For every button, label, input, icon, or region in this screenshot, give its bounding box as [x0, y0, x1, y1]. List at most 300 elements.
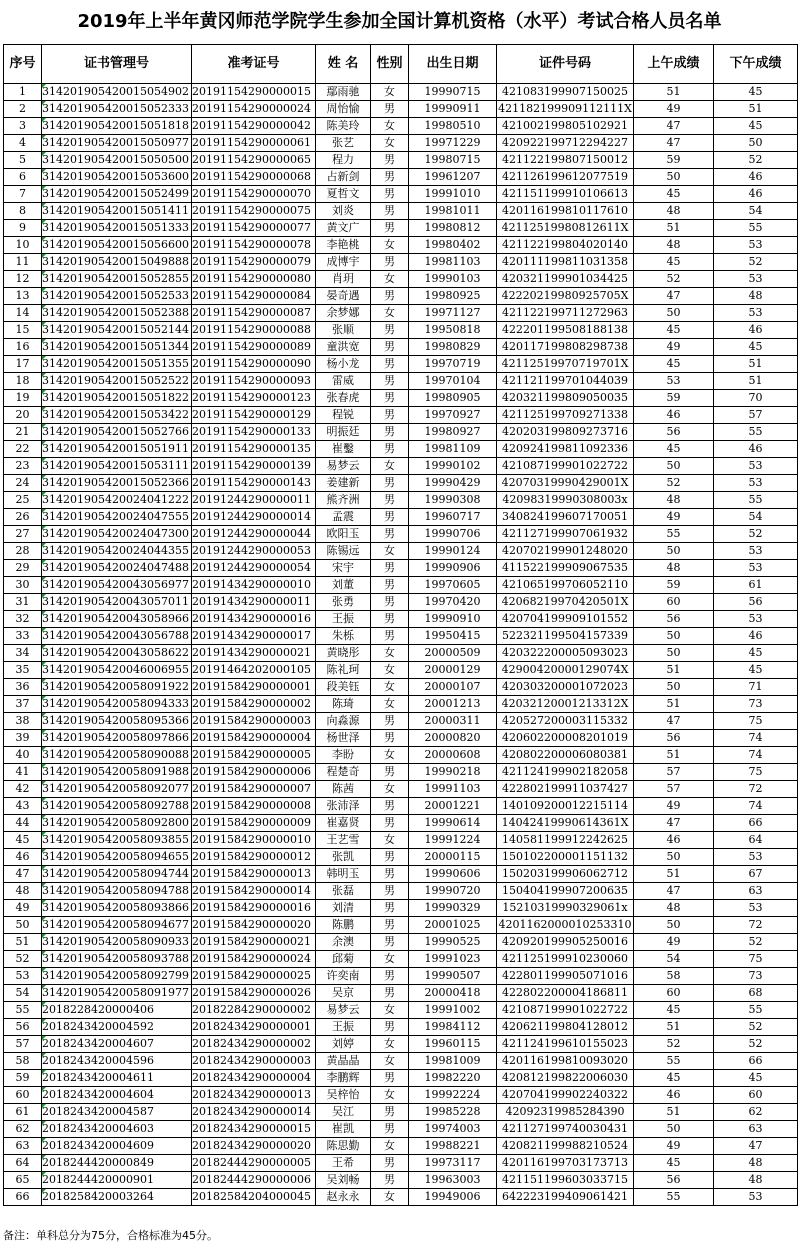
cell-am-score: 45: [634, 1155, 714, 1172]
cell-birth: 19960717: [409, 509, 497, 526]
cell-cert-text: 314201905420015052522: [42, 374, 189, 387]
cell-cert-no: [42, 917, 192, 934]
cell-marker-icon: [42, 917, 46, 921]
cell-id-no: 42062119980412801​2: [497, 1019, 634, 1036]
cell-am-score: 49: [634, 101, 714, 118]
cell-pm-score: 63: [714, 883, 798, 900]
cell-id-no: 42112219980715001​2: [497, 152, 634, 169]
cell-gender: 男: [371, 339, 409, 356]
cell-marker-icon: [42, 900, 46, 904]
cell-exam-no: 20191244290000053: [192, 543, 316, 560]
cell-marker-icon: [42, 1189, 46, 1193]
cell-name: 吴江: [316, 1104, 371, 1121]
cell-name: 晏奇遇: [316, 288, 371, 305]
cell-marker-icon: [42, 1036, 46, 1040]
table-row: [4, 186, 798, 203]
cell-pm-score: 45: [714, 645, 798, 662]
cell-exam-no: 20182434290000020: [192, 1138, 316, 1155]
cell-exam-no: 20191584290000004: [192, 730, 316, 747]
cell-pm-score: 60: [714, 1087, 798, 1104]
cell-marker-icon: [42, 611, 46, 615]
cell-pm-score: 53: [714, 1189, 798, 1206]
cell-birth: 19990124: [409, 543, 497, 560]
cell-exam-no: 20182444290000005: [192, 1155, 316, 1172]
cell-birth: 19981011: [409, 203, 497, 220]
cell-pm-score: 53: [714, 475, 798, 492]
cell-am-score: 51: [634, 662, 714, 679]
cell-cert-no: [42, 662, 192, 679]
cell-id-no: 42112719974003043​1: [497, 1121, 634, 1138]
cell-id-no: 15020319990606271​2: [497, 866, 634, 883]
cell-name: 张勇: [316, 594, 371, 611]
cell-pm-score: 47: [714, 1138, 798, 1155]
cell-pm-score: 52: [714, 1019, 798, 1036]
cell-am-score: 45: [634, 1070, 714, 1087]
cell-seq: 14: [4, 305, 42, 322]
cell-cert-no: [42, 84, 192, 101]
cell-gender: 男: [371, 492, 409, 509]
cell-seq: 29: [4, 560, 42, 577]
cell-id-no: 42280119990507101​6: [497, 968, 634, 985]
cell-birth: 19990720: [409, 883, 497, 900]
cell-birth: 19990329: [409, 900, 497, 917]
cell-cert-no: [42, 322, 192, 339]
cell-exam-no: 20191154290000089: [192, 339, 316, 356]
cell-name: 易梦云: [316, 1002, 371, 1019]
cell-id-no: 64222319940906142​1: [497, 1189, 634, 1206]
cell-id-no: 42070419990224032​2: [497, 1087, 634, 1104]
cell-birth: 19949006: [409, 1189, 497, 1206]
cell-am-score: 52: [634, 1036, 714, 1053]
cell-cert-no: [42, 339, 192, 356]
cell-cert-text: 2018244420000849: [42, 1156, 154, 1169]
cell-cert-text: 314201905420058093788: [42, 952, 189, 965]
cell-exam-no: 20182434290000014: [192, 1104, 316, 1121]
cell-exam-no: 20191584290000009: [192, 815, 316, 832]
cell-exam-no: 20191584290000026: [192, 985, 316, 1002]
cell-gender: 女: [371, 679, 409, 696]
cell-birth: 19950415: [409, 628, 497, 645]
cell-seq: 18: [4, 373, 42, 390]
cell-am-score: 56: [634, 730, 714, 747]
table-row: [4, 1121, 798, 1138]
cell-am-score: 53: [634, 373, 714, 390]
cell-birth: 19960115: [409, 1036, 497, 1053]
table-row: [4, 1053, 798, 1070]
cell-id-no: 42070319990429001X: [497, 475, 634, 492]
cell-exam-no: 20191584290000003: [192, 713, 316, 730]
cell-pm-score: 55: [714, 424, 798, 441]
cell-am-score: 52: [634, 271, 714, 288]
cell-am-score: 46: [634, 1087, 714, 1104]
table-row: [4, 934, 798, 951]
cell-id-no: 42112719990706193​2: [497, 526, 634, 543]
cell-gender: 男: [371, 186, 409, 203]
cell-name: 韩明玉: [316, 866, 371, 883]
cell-gender: 男: [371, 373, 409, 390]
cell-cert-text: 314201905420058094333: [42, 697, 189, 710]
table-row: [4, 747, 798, 764]
cell-id-no: 42030320000107202​3: [497, 679, 634, 696]
cell-gender: 女: [371, 305, 409, 322]
cell-birth: 19970719: [409, 356, 497, 373]
cell-name: 鄢雨驰: [316, 84, 371, 101]
cell-seq: 32: [4, 611, 42, 628]
cell-cert-no: [42, 611, 192, 628]
cell-pm-score: 45: [714, 84, 798, 101]
cell-pm-score: 53: [714, 543, 798, 560]
cell-name: 吴梓怡: [316, 1087, 371, 1104]
cell-cert-no: [42, 458, 192, 475]
cell-cert-no: [42, 1104, 192, 1121]
cell-am-score: 51: [634, 696, 714, 713]
cell-am-score: 60: [634, 594, 714, 611]
cell-seq: 64: [4, 1155, 42, 1172]
cell-id-no: 42092319985284390: [497, 1104, 634, 1121]
cell-id-no: 421182199909112111X: [497, 101, 634, 118]
cell-birth: 19990606: [409, 866, 497, 883]
cell-seq: 55: [4, 1002, 42, 1019]
cell-cert-text: 314201905420058092800: [42, 816, 189, 829]
cell-marker-icon: [42, 169, 46, 173]
cell-gender: 男: [371, 798, 409, 815]
cell-am-score: 47: [634, 135, 714, 152]
cell-cert-no: [42, 509, 192, 526]
table-row: [4, 84, 798, 101]
table-row: [4, 441, 798, 458]
cell-cert-text: 2018243420004609: [42, 1139, 154, 1152]
cell-exam-no: 20191584290000016: [192, 900, 316, 917]
cell-marker-icon: [42, 1087, 46, 1091]
cell-name: 杨小龙: [316, 356, 371, 373]
cell-cert-text: 314201905420015054902: [42, 85, 189, 98]
cell-id-no: 42052720000311533​2: [497, 713, 634, 730]
cell-seq: 4: [4, 135, 42, 152]
cell-exam-no: 20191154290000077: [192, 220, 316, 237]
cell-marker-icon: [42, 526, 46, 530]
cell-seq: 20: [4, 407, 42, 424]
cell-cert-text: 314201905420058090088: [42, 748, 189, 761]
cell-am-score: 54: [634, 951, 714, 968]
cell-marker-icon: [42, 1070, 46, 1074]
cell-gender: 女: [371, 1189, 409, 1206]
cell-cert-no: [42, 1019, 192, 1036]
cell-seq: 33: [4, 628, 42, 645]
cell-seq: 49: [4, 900, 42, 917]
cell-marker-icon: [42, 713, 46, 717]
table-row: [4, 798, 798, 815]
cell-am-score: 55: [634, 1053, 714, 1070]
cell-cert-text: 314201905420058092788: [42, 799, 189, 812]
cell-birth: 19981103: [409, 254, 497, 271]
table-row: [4, 1138, 798, 1155]
header-pm-score: 下午成绩: [714, 45, 798, 84]
cell-seq: 24: [4, 475, 42, 492]
table-row: [4, 1172, 798, 1189]
table-row: [4, 322, 798, 339]
cell-marker-icon: [42, 560, 46, 564]
cell-cert-text: 314201905420058094744: [42, 867, 189, 880]
cell-marker-icon: [42, 832, 46, 836]
cell-cert-no: [42, 118, 192, 135]
table-row: [4, 815, 798, 832]
cell-seq: 30: [4, 577, 42, 594]
cell-birth: 19991224: [409, 832, 497, 849]
cell-name: 孟震: [316, 509, 371, 526]
cell-name: 刘炎: [316, 203, 371, 220]
header-name: 姓 名: [316, 45, 371, 84]
cell-id-no: 42280219991103742​7: [497, 781, 634, 798]
cell-id-no: 42032119990103442​5: [497, 271, 634, 288]
cell-gender: 男: [371, 560, 409, 577]
cell-seq: 21: [4, 424, 42, 441]
cell-cert-no: [42, 305, 192, 322]
cell-cert-no: [42, 441, 192, 458]
cell-gender: 男: [371, 475, 409, 492]
cell-exam-no: 20191154290000135: [192, 441, 316, 458]
cell-name: 赵永永: [316, 1189, 371, 1206]
cell-exam-no: 20191584290000006: [192, 764, 316, 781]
cell-birth: 19992224: [409, 1087, 497, 1104]
cell-marker-icon: [42, 509, 46, 513]
page-title: 2019年上半年黄冈师范学院学生参加全国计算机资格（水平）考试合格人员名单: [77, 11, 722, 32]
table-row: [4, 475, 798, 492]
cell-gender: 男: [371, 985, 409, 1002]
cell-name: 黄晓彤: [316, 645, 371, 662]
cell-marker-icon: [42, 730, 46, 734]
cell-pm-score: 51: [714, 373, 798, 390]
cell-name: 黄文广: [316, 220, 371, 237]
cell-seq: 41: [4, 764, 42, 781]
cell-birth: 19974003: [409, 1121, 497, 1138]
cell-cert-no: [42, 101, 192, 118]
cell-marker-icon: [42, 1138, 46, 1142]
cell-marker-icon: [42, 815, 46, 819]
cell-marker-icon: [42, 254, 46, 258]
cell-am-score: 47: [634, 883, 714, 900]
cell-cert-no: [42, 730, 192, 747]
cell-cert-no: [42, 968, 192, 985]
cell-name: 易梦云: [316, 458, 371, 475]
cell-seq: 13: [4, 288, 42, 305]
cell-am-score: 51: [634, 220, 714, 237]
cell-gender: 男: [371, 917, 409, 934]
cell-pm-score: 52: [714, 934, 798, 951]
cell-cert-text: 314201905420058094788: [42, 884, 189, 897]
cell-cert-no: [42, 679, 192, 696]
cell-am-score: 56: [634, 1172, 714, 1189]
cell-marker-icon: [42, 407, 46, 411]
cell-birth: 19981109: [409, 441, 497, 458]
cell-gender: 女: [371, 118, 409, 135]
cell-cert-text: 314201905420015052855: [42, 272, 189, 285]
cell-gender: 男: [371, 866, 409, 883]
cell-cert-text: 314201905420015051333: [42, 221, 189, 234]
cell-marker-icon: [42, 1053, 46, 1057]
cell-name: 陈美玲: [316, 118, 371, 135]
cell-pm-score: 71: [714, 679, 798, 696]
cell-exam-no: 20191464202000105: [192, 662, 316, 679]
cell-pm-score: 51: [714, 101, 798, 118]
cell-seq: 46: [4, 849, 42, 866]
cell-seq: 56: [4, 1019, 42, 1036]
cell-name: 欧阳玉: [316, 526, 371, 543]
cell-pm-score: 45: [714, 1070, 798, 1087]
cell-cert-text: 2018244420000901: [42, 1173, 154, 1186]
cell-exam-no: 20191584290000008: [192, 798, 316, 815]
cell-birth: 19970104: [409, 373, 497, 390]
cell-marker-icon: [42, 305, 46, 309]
cell-exam-no: 20191584290000020: [192, 917, 316, 934]
header-seq: 序号: [4, 45, 42, 84]
cell-cert-text: 2018243420004611: [42, 1071, 154, 1084]
cell-am-score: 45: [634, 254, 714, 271]
cell-am-score: 45: [634, 186, 714, 203]
cell-am-score: 50: [634, 1121, 714, 1138]
cell-id-no: 14010920001221511​4: [497, 798, 634, 815]
cell-cert-text: 2018243420004596: [42, 1054, 154, 1067]
cell-cert-text: 314201905420058094655: [42, 850, 189, 863]
cell-birth: 19970927: [409, 407, 497, 424]
cell-birth: 19991002: [409, 1002, 497, 1019]
cell-seq: 19: [4, 390, 42, 407]
table-row: [4, 628, 798, 645]
table-row: [4, 917, 798, 934]
cell-birth: 20000129: [409, 662, 497, 679]
cell-seq: 23: [4, 458, 42, 475]
cell-id-no: 42220219980925705X: [497, 288, 634, 305]
cell-am-score: 50: [634, 679, 714, 696]
cell-birth: 19991010: [409, 186, 497, 203]
cell-cert-text: 314201905420043058966: [42, 612, 189, 625]
cell-exam-no: 20191154290000065: [192, 152, 316, 169]
cell-id-no: 42112519991023006​0: [497, 951, 634, 968]
cell-pm-score: 73: [714, 696, 798, 713]
cell-marker-icon: [42, 628, 46, 632]
table-row: [4, 1019, 798, 1036]
cell-pm-score: 75: [714, 951, 798, 968]
cell-seq: 51: [4, 934, 42, 951]
cell-seq: 45: [4, 832, 42, 849]
cell-pm-score: 52: [714, 254, 798, 271]
cell-exam-no: 20182434290000002: [192, 1036, 316, 1053]
cell-pm-score: 53: [714, 237, 798, 254]
cell-cert-text: 314201905420015052366: [42, 476, 189, 489]
table-body: [4, 84, 798, 1206]
cell-seq: 22: [4, 441, 42, 458]
cell-id-no: 421002199805102921: [497, 118, 634, 135]
cell-am-score: 46: [634, 407, 714, 424]
cell-cert-text: 314201905420024041222: [42, 493, 189, 506]
cell-birth: 19984112: [409, 1019, 497, 1036]
cell-cert-text: 314201905420043056788: [42, 629, 189, 642]
cell-id-no: 42092419981109233​6: [497, 441, 634, 458]
cell-name: 熊齐洲: [316, 492, 371, 509]
cell-id-no: 42080220000608038​1: [497, 747, 634, 764]
table-row: [4, 883, 798, 900]
cell-pm-score: 66: [714, 1053, 798, 1070]
cell-id-no: 42106519970605211​0: [497, 577, 634, 594]
cell-cert-no: [42, 594, 192, 611]
cell-pm-score: 63: [714, 1121, 798, 1138]
cell-cert-no: [42, 696, 192, 713]
cell-marker-icon: [42, 424, 46, 428]
cell-name: 肖玥: [316, 271, 371, 288]
cell-birth: 19982220: [409, 1070, 497, 1087]
cell-birth: 19990429: [409, 475, 497, 492]
cell-seq: 62: [4, 1121, 42, 1138]
cell-am-score: 50: [634, 645, 714, 662]
cell-cert-text: 2018243420004607: [42, 1037, 154, 1050]
cell-seq: 6: [4, 169, 42, 186]
cell-am-score: 49: [634, 1138, 714, 1155]
cell-name: 王振: [316, 611, 371, 628]
table-row: [4, 254, 798, 271]
cell-birth: 19980927: [409, 424, 497, 441]
cell-name: 占新剑: [316, 169, 371, 186]
cell-seq: 17: [4, 356, 42, 373]
cell-seq: 10: [4, 237, 42, 254]
cell-birth: 19980510: [409, 118, 497, 135]
cell-marker-icon: [42, 237, 46, 241]
cell-cert-text: 314201905420015050500: [42, 153, 189, 166]
cell-birth: 19990103: [409, 271, 497, 288]
cell-marker-icon: [42, 390, 46, 394]
cell-cert-text: 314201905420015053111: [42, 459, 189, 472]
cell-id-no: 42070419990910155​2: [497, 611, 634, 628]
cell-cert-text: 314201905420015051411: [42, 204, 189, 217]
cell-cert-no: [42, 492, 192, 509]
cell-am-score: 52: [634, 475, 714, 492]
cell-exam-no: 20191154290000129: [192, 407, 316, 424]
cell-seq: 43: [4, 798, 42, 815]
cell-am-score: 47: [634, 815, 714, 832]
footnote: 备注：单科总分为75分，合格标准为45分。: [3, 1229, 218, 1242]
cell-pm-score: 55: [714, 1002, 798, 1019]
cell-id-no: 42112519980812611X: [497, 220, 634, 237]
cell-id-no: 42280220000418681​1: [497, 985, 634, 1002]
cell-cert-no: [42, 203, 192, 220]
cell-gender: 女: [371, 458, 409, 475]
cell-gender: 男: [371, 203, 409, 220]
cell-cert-text: 314201905420015049888: [42, 255, 189, 268]
cell-gender: 男: [371, 526, 409, 543]
cell-id-no: 15010220000115113​2: [497, 849, 634, 866]
cell-gender: 男: [371, 424, 409, 441]
cell-birth: 20001025: [409, 917, 497, 934]
cell-cert-no: [42, 390, 192, 407]
cell-cert-no: [42, 1053, 192, 1070]
cell-exam-no: 20191584290000025: [192, 968, 316, 985]
cell-pm-score: 46: [714, 186, 798, 203]
cell-gender: 男: [371, 883, 409, 900]
cell-cert-no: [42, 832, 192, 849]
cell-cert-no: [42, 883, 192, 900]
cell-name: 朱栎: [316, 628, 371, 645]
cell-pm-score: 48: [714, 1172, 798, 1189]
table-row: [4, 645, 798, 662]
cell-cert-no: [42, 288, 192, 305]
header-cert-no: 证书管理号: [42, 45, 192, 84]
cell-seq: 53: [4, 968, 42, 985]
cell-name: 段美钰: [316, 679, 371, 696]
cell-birth: 19980905: [409, 390, 497, 407]
cell-gender: 男: [371, 900, 409, 917]
cell-pm-score: 53: [714, 611, 798, 628]
cell-gender: 女: [371, 696, 409, 713]
cell-seq: 63: [4, 1138, 42, 1155]
cell-marker-icon: [42, 322, 46, 326]
